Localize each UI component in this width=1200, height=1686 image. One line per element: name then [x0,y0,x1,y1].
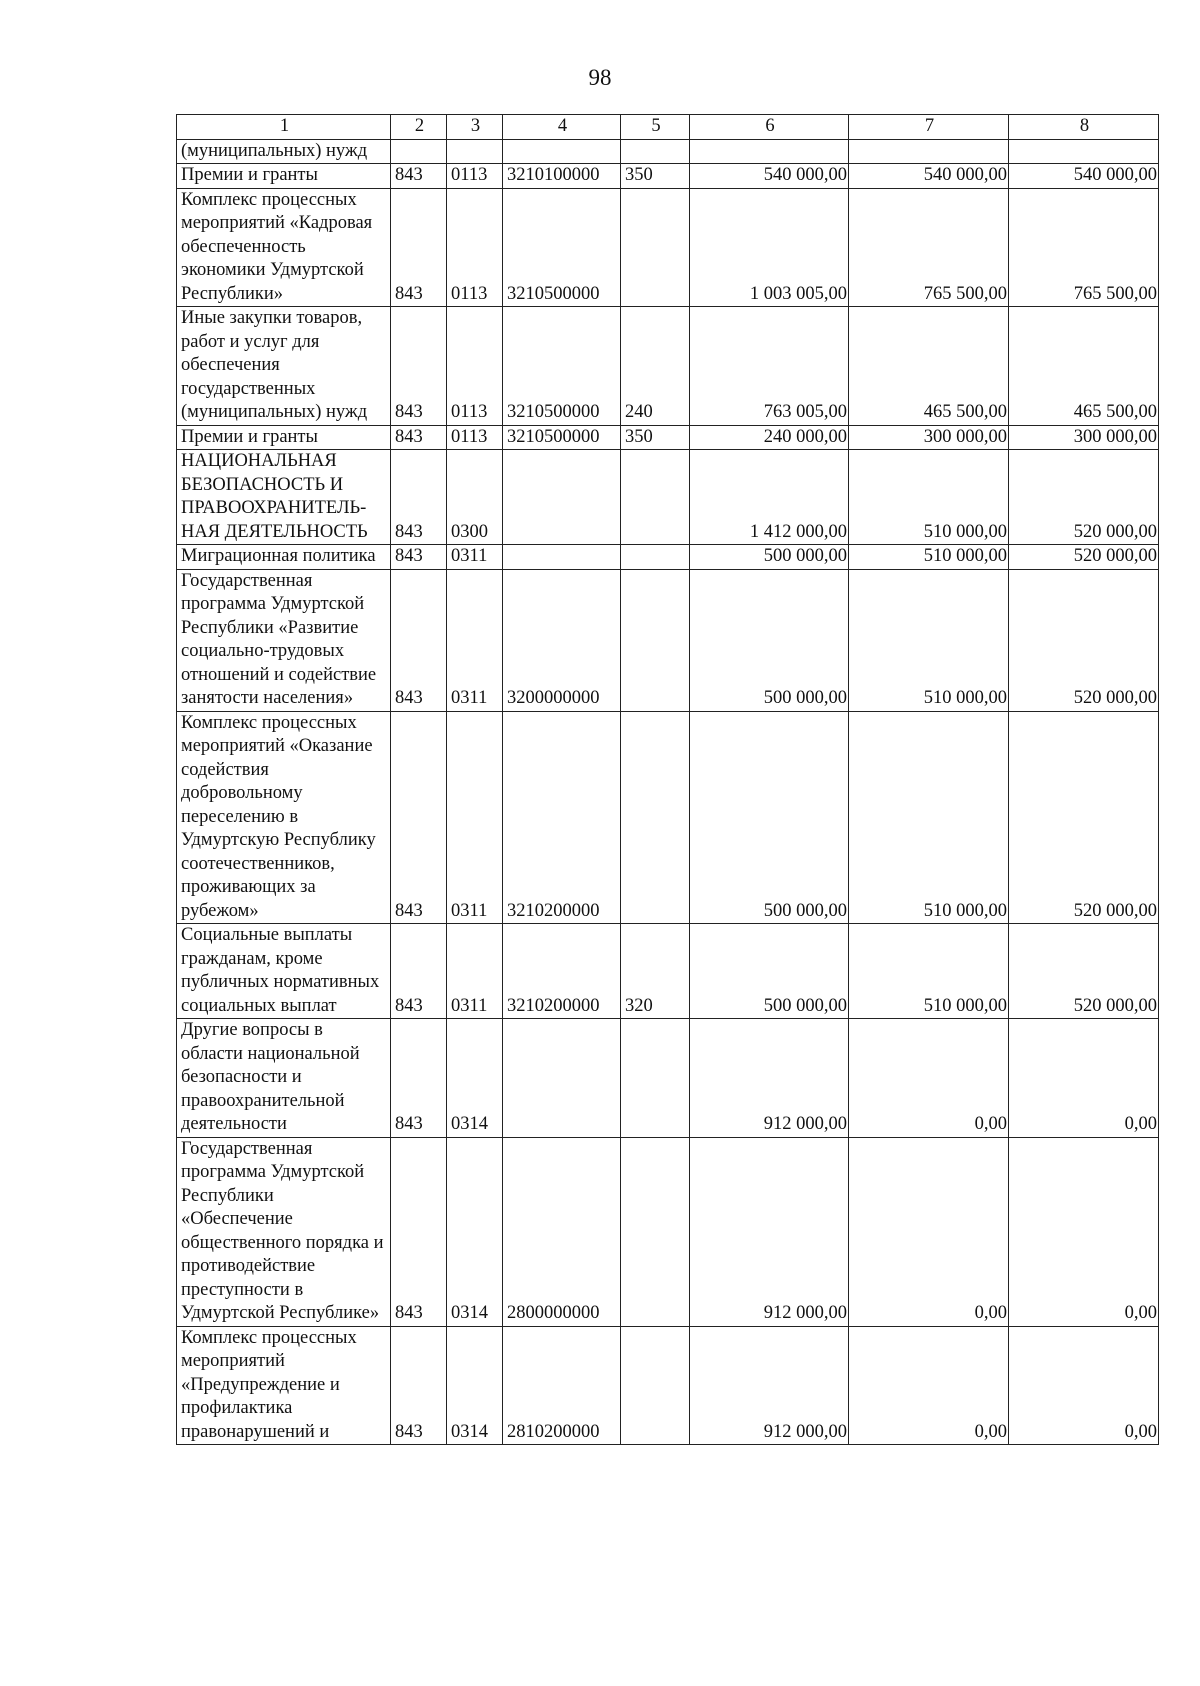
expense-type-cell [621,711,690,924]
row-name-cell: Миграционная политика [177,545,391,570]
header-cell: 2 [391,115,447,140]
target-article-cell: 3210500000 [503,307,621,426]
amount-col6-cell: 240 000,00 [690,425,849,450]
row-name-cell: Социальные выплаты гражданам, кроме публичных нормативных социальных выплат [177,924,391,1019]
department-code-cell: 843 [391,450,447,545]
amount-col8-cell: 520 000,00 [1009,924,1159,1019]
amount-col7-cell: 300 000,00 [849,425,1009,450]
section-code-cell: 0113 [447,164,503,189]
amount-col8-cell: 520 000,00 [1009,450,1159,545]
row-name-cell: Комплекс процессных мероприятий «Оказание содействия добровольному переселению в Удмуртскую Республику соотечественников, проживающих за рубежом» [177,711,391,924]
table-row [177,450,1159,545]
expense-type-cell [621,1019,690,1138]
department-code-cell: 843 [391,1019,447,1138]
expense-type-cell [621,450,690,545]
amount-col8-cell: 520 000,00 [1009,545,1159,570]
target-article-cell: 3210200000 [503,924,621,1019]
amount-col7-cell: 0,00 [849,1326,1009,1445]
section-code-cell: 0113 [447,188,503,307]
amount-col8-cell: 0,00 [1009,1137,1159,1326]
section-code-cell: 0314 [447,1019,503,1138]
table-row [177,924,1159,1019]
amount-col8-cell: 520 000,00 [1009,569,1159,711]
section-code-cell: 0314 [447,1137,503,1326]
amount-col8-cell: 0,00 [1009,1019,1159,1138]
department-code-cell: 843 [391,1326,447,1445]
amount-col6-cell: 912 000,00 [690,1137,849,1326]
budget-table [176,114,1159,1445]
amount-col6-cell: 1 003 005,00 [690,188,849,307]
section-code-cell: 0311 [447,924,503,1019]
amount-col6-cell: 912 000,00 [690,1326,849,1445]
row-name-cell: Премии и гранты [177,164,391,189]
table-row [177,307,1159,426]
amount-col7-cell: 465 500,00 [849,307,1009,426]
amount-col6-cell: 500 000,00 [690,924,849,1019]
section-code-cell: 0113 [447,307,503,426]
amount-col7-cell: 510 000,00 [849,711,1009,924]
department-code-cell: 843 [391,545,447,570]
target-article-cell: 3200000000 [503,569,621,711]
section-code-cell: 0314 [447,1326,503,1445]
row-name-cell: Государственная программа Удмуртской Республики «Развитие социально-трудовых отношений и содействие занятости населения» [177,569,391,711]
department-code-cell: 843 [391,569,447,711]
table-row [177,1137,1159,1326]
amount-col6-cell: 1 412 000,00 [690,450,849,545]
table-row [177,164,1159,189]
amount-col6-cell: 763 005,00 [690,307,849,426]
amount-col6-cell: 540 000,00 [690,164,849,189]
amount-col7-cell: 0,00 [849,1019,1009,1138]
header-cell: 3 [447,115,503,140]
header-cell: 7 [849,115,1009,140]
department-code-cell: 843 [391,425,447,450]
row-name-cell: НАЦИОНАЛЬНАЯ БЕЗОПАСНОСТЬ И ПРАВООХРАНИТЕЛЬ-НАЯ ДЕЯТЕЛЬНОСТЬ [177,450,391,545]
department-code-cell: 843 [391,1137,447,1326]
expense-type-cell [621,139,690,164]
amount-col6-cell [690,139,849,164]
header-cell: 8 [1009,115,1159,140]
expense-type-cell: 240 [621,307,690,426]
amount-col7-cell: 540 000,00 [849,164,1009,189]
target-article-cell: 3210500000 [503,425,621,450]
target-article-cell: 3210200000 [503,711,621,924]
table-row [177,425,1159,450]
amount-col6-cell: 912 000,00 [690,1019,849,1138]
amount-col8-cell: 520 000,00 [1009,711,1159,924]
section-code-cell: 0311 [447,569,503,711]
target-article-cell [503,139,621,164]
section-code-cell [447,139,503,164]
amount-col7-cell: 510 000,00 [849,545,1009,570]
expense-type-cell [621,1326,690,1445]
target-article-cell: 3210100000 [503,164,621,189]
department-code-cell: 843 [391,711,447,924]
amount-col7-cell: 510 000,00 [849,924,1009,1019]
amount-col7-cell: 510 000,00 [849,450,1009,545]
table-row [177,1326,1159,1445]
row-name-cell: Иные закупки товаров, работ и услуг для обеспечения государственных (муниципальных) нужд [177,307,391,426]
row-name-cell: Другие вопросы в области национальной безопасности и правоохранительной деятельности [177,1019,391,1138]
table-body [177,139,1159,1445]
table-row [177,139,1159,164]
row-name-cell: Комплекс процессных мероприятий «Предупреждение и профилактика правонарушений и [177,1326,391,1445]
header-cell: 4 [503,115,621,140]
row-name-cell: Премии и гранты [177,425,391,450]
row-name-cell: (муниципальных) нужд [177,139,391,164]
target-article-cell: 2800000000 [503,1137,621,1326]
amount-col8-cell: 300 000,00 [1009,425,1159,450]
amount-col7-cell [849,139,1009,164]
amount-col6-cell: 500 000,00 [690,711,849,924]
header-row [177,115,1159,140]
expense-type-cell [621,569,690,711]
department-code-cell: 843 [391,188,447,307]
target-article-cell [503,1019,621,1138]
row-name-cell: Комплекс процессных мероприятий «Кадровая обеспеченность экономики Удмуртской Республики» [177,188,391,307]
amount-col7-cell: 510 000,00 [849,569,1009,711]
table-row [177,711,1159,924]
amount-col8-cell: 540 000,00 [1009,164,1159,189]
expense-type-cell: 350 [621,425,690,450]
amount-col6-cell: 500 000,00 [690,545,849,570]
table-row [177,188,1159,307]
amount-col7-cell: 765 500,00 [849,188,1009,307]
header-cell: 5 [621,115,690,140]
table-row [177,569,1159,711]
section-code-cell: 0311 [447,711,503,924]
target-article-cell: 3210500000 [503,188,621,307]
target-article-cell: 2810200000 [503,1326,621,1445]
expense-type-cell [621,188,690,307]
section-code-cell: 0311 [447,545,503,570]
department-code-cell: 843 [391,307,447,426]
section-code-cell: 0300 [447,450,503,545]
department-code-cell [391,139,447,164]
expense-type-cell [621,1137,690,1326]
target-article-cell [503,545,621,570]
expense-type-cell: 350 [621,164,690,189]
amount-col8-cell: 765 500,00 [1009,188,1159,307]
expense-type-cell [621,545,690,570]
amount-col8-cell [1009,139,1159,164]
row-name-cell: Государственная программа Удмуртской Республики «Обеспечение общественного порядка и противодействие преступности в Удмуртской Республике» [177,1137,391,1326]
expense-type-cell: 320 [621,924,690,1019]
amount-col8-cell: 0,00 [1009,1326,1159,1445]
department-code-cell: 843 [391,164,447,189]
amount-col7-cell: 0,00 [849,1137,1009,1326]
header-cell: 1 [177,115,391,140]
header-cell: 6 [690,115,849,140]
page-number: 98 [588,65,612,90]
section-code-cell: 0113 [447,425,503,450]
amount-col6-cell: 500 000,00 [690,569,849,711]
amount-col8-cell: 465 500,00 [1009,307,1159,426]
target-article-cell [503,450,621,545]
table-row [177,545,1159,570]
department-code-cell: 843 [391,924,447,1019]
table-row [177,1019,1159,1138]
